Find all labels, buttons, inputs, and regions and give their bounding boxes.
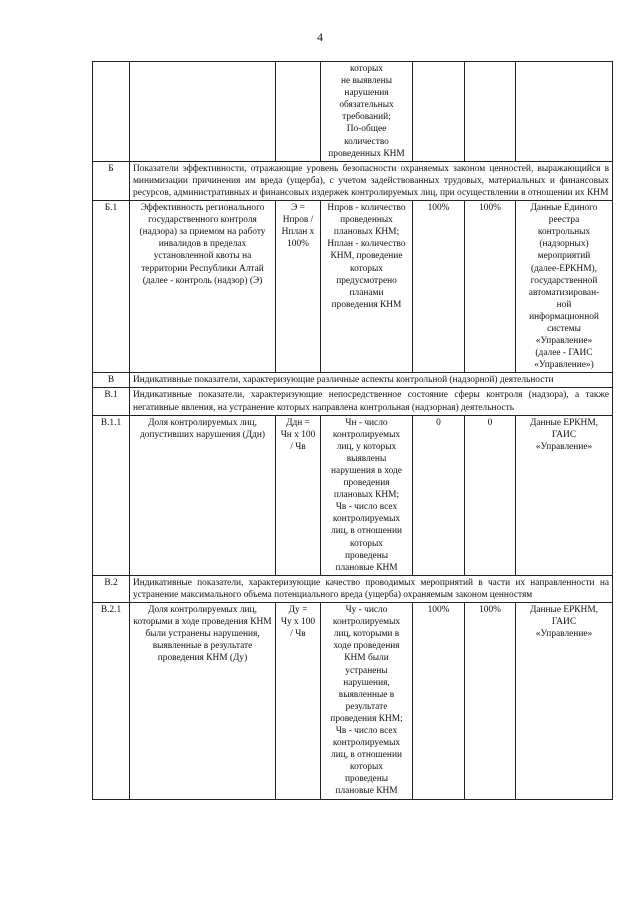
section-text: Индикативные показатели, характеризующие различные аспекты контрольной (надзорной) деятельности — [130, 373, 613, 388]
indicator-formula: Ддн = Чн х 100 / Чв — [276, 415, 321, 575]
section-code: В.2 — [93, 575, 130, 602]
page-number: 4 — [317, 30, 323, 44]
indicator-formula: Э = Нпров / Нплан х 100% — [276, 201, 321, 373]
indicator-source: Данные ЕРКНМ, ГАИС «Управление» — [516, 415, 613, 575]
cell-definitions: которых не выявлены нарушения обязательных требований; По-общее количество проведенных КНМ — [321, 62, 413, 162]
indicator-definitions: Нпров - количество проведенных плановых КНМ; Нплан - количество КНМ, проведение которых предусмотрено планами проведения КНМ — [321, 201, 413, 373]
indicator-formula: Ду = Чу х 100 / Чв — [276, 603, 321, 800]
cell-code — [93, 62, 130, 162]
indicator-row-v11 — [93, 415, 613, 575]
section-row-v — [93, 373, 613, 388]
indicator-source: Данные ЕРКНМ, ГАИС «Управление» — [516, 603, 613, 800]
section-code: Б — [93, 161, 130, 200]
indicator-value1: 0 — [413, 415, 465, 575]
indicator-value2: 100% — [465, 201, 516, 373]
indicator-value2: 0 — [465, 415, 516, 575]
indicator-definitions: Чу - число контролируемых лиц, которыми в ходе проведения КНМ были устранены нарушения, выявленные в результате проведения КНМ; Чв - число всех контролируемых лиц, в отношении которых проведены плановые КНМ — [321, 603, 413, 800]
section-row-v1 — [93, 388, 613, 415]
section-row-b — [93, 161, 613, 200]
section-row-v2 — [93, 575, 613, 602]
cell-source — [516, 62, 613, 162]
row-code: Б.1 — [93, 201, 130, 373]
indicator-definitions: Чн - число контролируемых лиц, у которых выявлены нарушения в ходе проведения плановых КНМ; Чв - число всех контролируемых лиц, в отношении которых проведены плановые КНМ — [321, 415, 413, 575]
cell-name — [130, 62, 276, 162]
section-text: Показатели эффективности, отражающие уровень безопасности охраняемых законом ценностей, выражающийся в минимизации причинения им вреда (ущерба), с учетом задействованных трудовых, материальных и финансовых ресурсов, административных и финансовых издержек контролируемых лиц, при осуществлении в отношении их КНМ — [130, 161, 613, 200]
row-code: В.1.1 — [93, 415, 130, 575]
cell-value2 — [465, 62, 516, 162]
indicator-name: Доля контролируемых лиц, которыми в ходе проведения КНМ были устранены нарушения, выявленные в результате проведения КНМ (Ду) — [130, 603, 276, 800]
indicator-name: Эффективность регионального государственного контроля (надзора) за приемом на работу инвалидов в пределах установленной квоты на территории Республики Алтай (далее - контроль (надзор) (Э) — [130, 201, 276, 373]
cell-formula — [276, 62, 321, 162]
indicator-row-v21 — [93, 603, 613, 800]
table-row-continuation — [93, 62, 613, 162]
indicators-table — [92, 61, 613, 800]
section-code: В — [93, 373, 130, 388]
section-text: Индикативные показатели, характеризующие качество проводимых мероприятий в части их направленности на устранение максимального объема потенциального вреда (ущерба) охраняемым законом ценностям — [130, 575, 613, 602]
cell-value1 — [413, 62, 465, 162]
section-text: Индикативные показатели, характеризующие непосредственное состояние сферы контроля (надзора), а также негативные явления, на устранение которых направлена контрольная (надзорная) деятельность — [130, 388, 613, 415]
indicator-value1: 100% — [413, 201, 465, 373]
indicator-value1: 100% — [413, 603, 465, 800]
indicator-source: Данные Единого реестра контрольных (надзорных) мероприятий (далее-ЕРКНМ), государственной автоматизирован- ной информационной системы «Управление» (далее - ГАИС «Управление») — [516, 201, 613, 373]
indicator-row-b1 — [93, 201, 613, 373]
row-code: В.2.1 — [93, 603, 130, 800]
indicator-value2: 100% — [465, 603, 516, 800]
indicator-name: Доля контролируемых лиц, допустивших нарушения (Ддн) — [130, 415, 276, 575]
section-code: В.1 — [93, 388, 130, 415]
